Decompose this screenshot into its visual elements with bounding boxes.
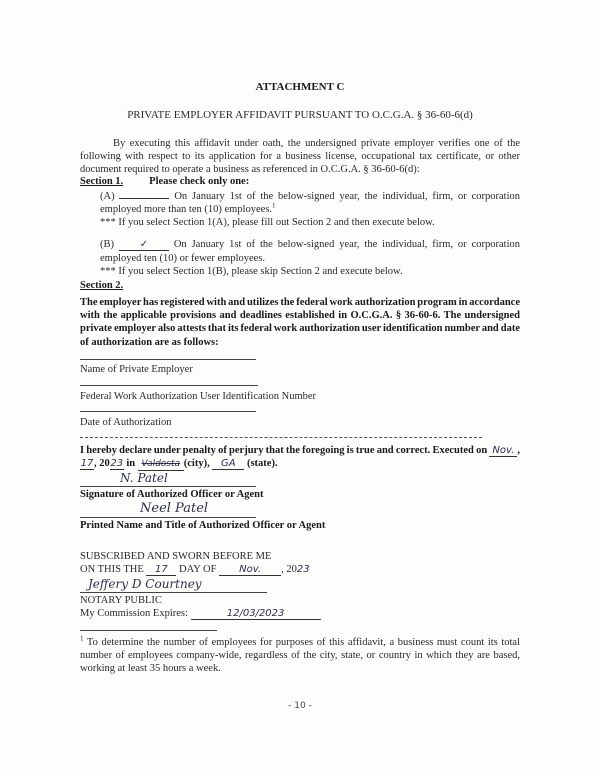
declaration-line1: I hereby declare under penalty of perjury that the foregoing is true and correct. Executed on Nov. , [80,445,520,456]
user-id-line[interactable] [80,385,258,386]
option-a-line2 [100,203,520,216]
notary-date-line [80,563,520,576]
executed-month[interactable]: Nov. [489,445,517,457]
city-label: (city), [183,458,213,469]
notary-signature-line[interactable] [80,592,267,593]
signature-label: Signature of Authorized Officer or Agent [80,489,264,500]
commission-label: My Commission Expires: [80,608,188,619]
section2-text: The employer has registered with and utilizes the federal work authorization program in accordance [80,297,520,308]
employer-name-label: Name of Private Employer [80,364,193,375]
divider [80,437,482,438]
document-title: PRIVATE EMPLOYER AFFIDAVIT PURSUANT TO O.C.G.A. § 36-60-6(d) [127,109,473,121]
executed-city[interactable]: Valdosta [138,459,184,471]
attachment-heading: ATTACHMENT C [255,81,345,93]
section1-label: Section 1. [80,176,124,187]
declaration-text: I hereby declare under penalty of perjury that the foregoing is true and correct. Executed on [80,445,488,456]
in-text: in [123,458,138,469]
footnote-rule [80,630,217,631]
intro-line: following with respect to its application for a business license, occupational tax certificate, or other [80,151,520,162]
employer-name-line[interactable] [80,359,256,360]
declaration-line2 [80,457,520,470]
auth-date-label: Date of Authorization [80,417,172,428]
notary-year[interactable]: 23 [296,564,310,575]
option-b-text: On January 1st of the below-signed year, the individual, firm, or corporation [173,239,520,250]
option-b-checkbox[interactable]: ✓ [119,239,169,251]
section2-heading: Section 2. [80,280,124,291]
footnote-text: To determine the number of employees for purposes of this affidavit, a business must count its total [86,637,521,648]
commission-line [80,607,520,620]
section1-heading [80,175,520,188]
option-b-label: (B) [100,239,114,250]
intro-line: document required to operate a business as referenced in O.C.G.A. § 36-60-6(d): [80,164,420,175]
user-id-label: Federal Work Authorization User Identification Number [80,391,317,402]
auth-date-line[interactable] [80,411,256,412]
page-number: - 10 - [288,701,312,711]
notary-signature: Jeffery D Courtney [88,577,202,591]
officer-signature: N. Patel [120,471,168,485]
footnote-ref: 1 [272,201,276,210]
section2-text: private employer also attests that its federal work authorization user identification number and date [80,323,520,334]
option-a-checkbox[interactable] [119,198,169,199]
footnote-line: number of employees company-wide, regardless of the city, state, or country in which they are based, [80,650,520,661]
notary-day[interactable]: 17 [146,564,176,576]
notary-subscribed: SUBSCRIBED AND SWORN BEFORE ME [80,551,272,562]
option-a-line [100,190,520,203]
footnote-line [80,636,520,649]
on-this-text: ON THIS THE [80,564,144,575]
printed-name-label: Printed Name and Title of Authorized Officer or Agent [80,520,326,531]
notary-year-prefix: , 20 [281,564,297,575]
option-b-line [100,238,520,251]
section2-text: with the applicable provisions and deadlines established in O.C.G.A. § 36-60-6. The undersigned [80,310,520,321]
state-label: (state). [244,458,278,469]
year-prefix: , 20 [94,458,110,469]
printed-name: Neel Patel [140,501,209,516]
option-a-label: (A) [100,191,115,202]
option-a-text: On January 1st of the below-signed year, the individual, firm, or corporation [174,191,520,202]
intro-line: By executing this affidavit under oath, the undersigned private employer verifies one of the [113,138,520,149]
footnote-mark: 1 [80,634,84,643]
notary-month[interactable]: Nov. [219,564,281,576]
executed-day[interactable]: 17 [80,458,94,469]
commission-expires[interactable]: 12/03/2023 [191,608,321,620]
option-b-line2: employed ten (10) or fewer employees. [100,253,266,264]
option-b-note: *** If you select Section 1(B), please skip Section 2 and execute below. [100,266,403,277]
footnote-line: working at least 35 hours a week. [80,663,221,674]
executed-year[interactable]: 23 [110,458,124,469]
option-a-note: *** If you select Section 1(A), please fill out Section 2 and then execute below. [100,217,435,228]
section1-instruction: Please check only one: [149,176,250,187]
option-a-text2: employed more than ten (10) employees. [100,204,273,215]
section2-text: of authorization are as follows: [80,337,219,348]
executed-state[interactable]: GA [212,458,244,470]
printed-name-line[interactable] [80,517,256,518]
notary-public-label: NOTARY PUBLIC [80,595,162,606]
day-of-text: DAY OF [179,564,217,575]
signature-line[interactable] [80,486,256,487]
